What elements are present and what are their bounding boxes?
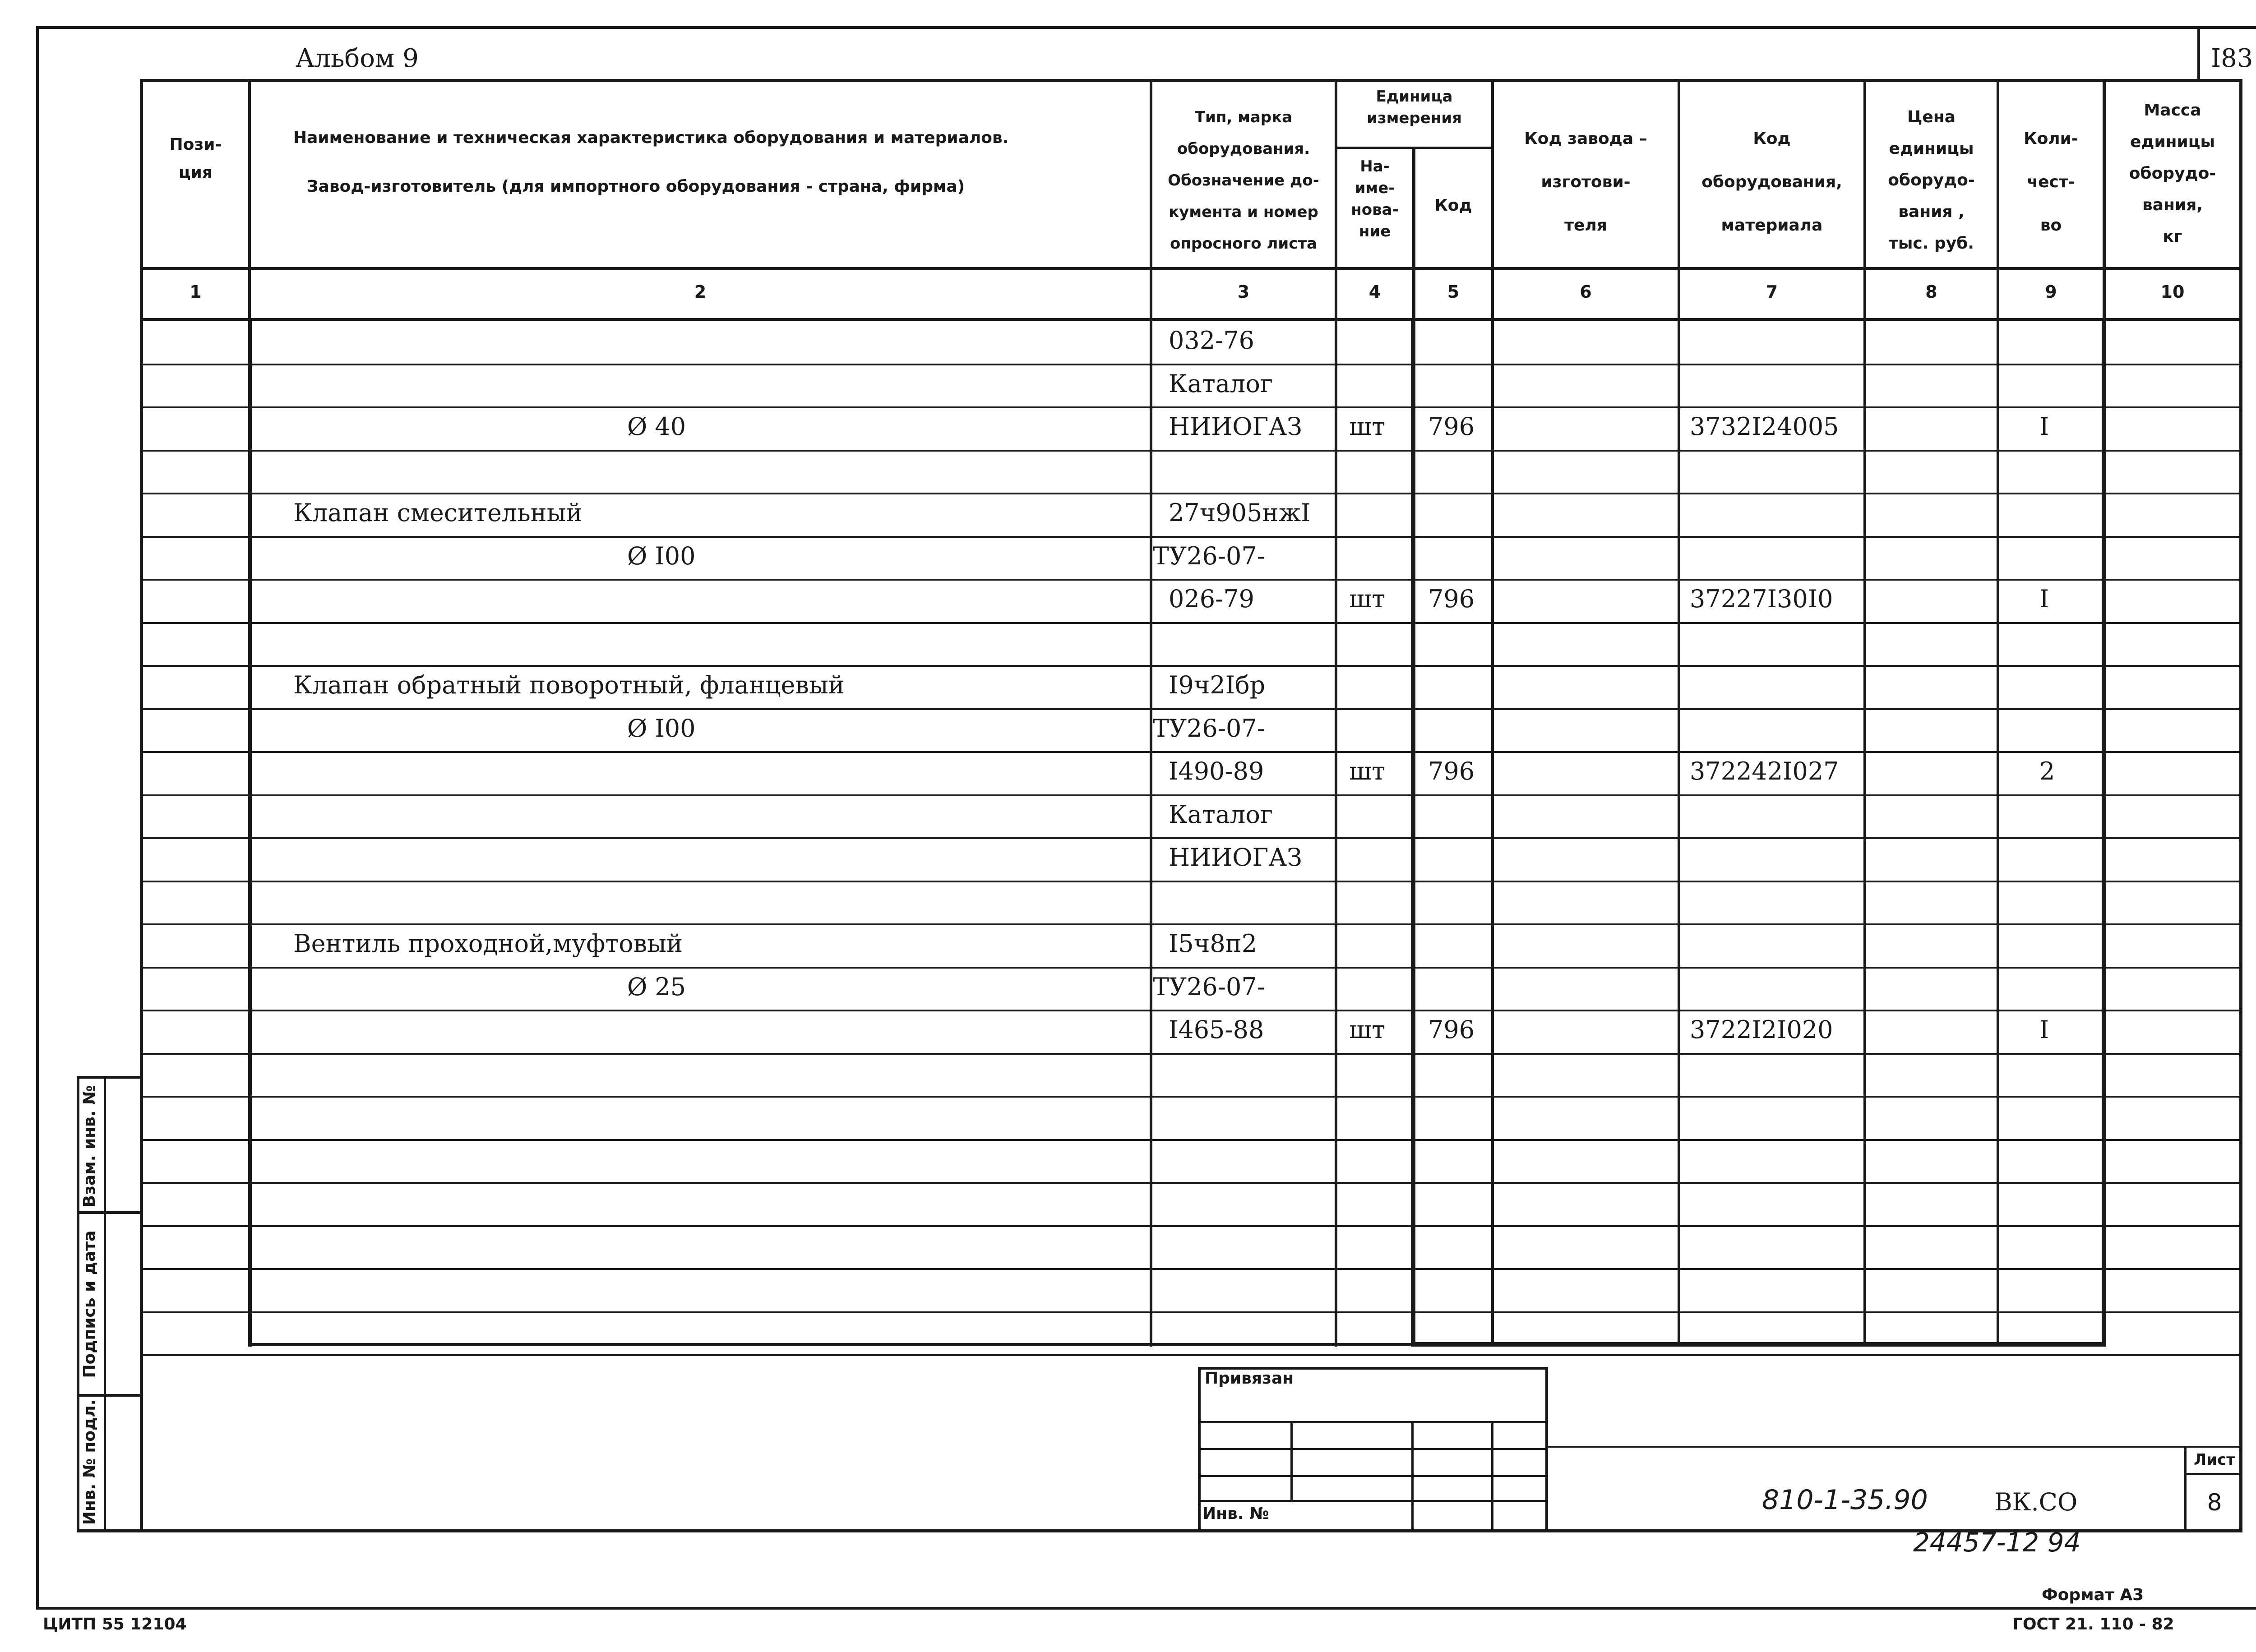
side-stamp-left: [77, 1076, 79, 1532]
row-divider: [140, 406, 2242, 408]
row-code: 796: [1428, 585, 1475, 613]
bold-block-bottom: [1411, 1342, 2106, 1347]
table-right: [2239, 79, 2242, 1532]
row-equip-code: 37227I30I0: [1690, 585, 1833, 613]
header-col10: Масса единицы оборудо- вания, кг: [2129, 101, 2216, 246]
row-qty: I: [2039, 585, 2049, 613]
footer-gost: ГОСТ 21. 110 - 82: [2012, 1615, 2174, 1634]
row-type: 026-79: [1169, 585, 1255, 613]
stamp-inv-no: Инв. №: [1202, 1504, 1269, 1523]
stamp-row-2: [1198, 1448, 1548, 1450]
row-divider: [140, 1182, 2242, 1184]
row-divider: [140, 923, 2242, 925]
row-type: Каталог: [1169, 369, 1273, 398]
row-divider: [140, 536, 2242, 538]
colnum-8: 8: [1925, 282, 1937, 302]
outer-frame-top: [36, 26, 2256, 29]
row-divider: [140, 708, 2242, 710]
table-top: [140, 79, 2242, 82]
row-unit: шт: [1349, 757, 1386, 785]
side-stamp-bottom: [77, 1529, 143, 1532]
row-type: НИИОГАЗ: [1169, 843, 1302, 872]
row-type: ТУ26-07-: [1153, 542, 1265, 570]
row-type: 032-76: [1169, 326, 1255, 355]
row-divider: [140, 1354, 2242, 1356]
row-divider: [140, 665, 2242, 667]
row-divider: [140, 364, 2242, 365]
row-divider: [140, 622, 2242, 624]
header-col6: Код завода – изготови- теля: [1524, 129, 1647, 235]
row-divider: [140, 1010, 2242, 1011]
row-name: Клапан смесительный: [293, 498, 582, 527]
bold-block-right: [2102, 318, 2106, 1347]
header-col4: На- име- нова- ние: [1351, 157, 1399, 240]
stamp-vline-1: [1290, 1421, 1293, 1502]
header-col2: Наименование и техническая характеристика оборудования и материалов. Завод-изготовитель (для импортного оборудования - страна, фирма): [293, 129, 1009, 196]
header-col5: Код: [1434, 196, 1472, 215]
side-stamp-orig-inv: Инв. № подл.: [80, 1399, 99, 1525]
header-col3: Тип, марка оборудования. Обозначение до- кумента и номер опросного листа: [1168, 108, 1319, 253]
stamp-right-top: [1545, 1446, 2242, 1448]
row-code: 796: [1428, 412, 1475, 441]
outer-frame-bottom: [36, 1607, 2256, 1610]
row-name: Ø I00: [627, 542, 696, 570]
row-name: Клапан обратный поворотный, фланцевый: [293, 671, 845, 699]
row-divider: [140, 450, 2242, 452]
body-bottom: [248, 1343, 1412, 1346]
header-col9: Коли- чест- во: [2024, 129, 2078, 235]
header-bottom: [140, 267, 2242, 270]
row-name: Ø I00: [627, 714, 696, 743]
row-type: 27ч905нжI: [1169, 498, 1311, 527]
side-stamp-signature-date: Подпись и дата: [80, 1230, 99, 1378]
bold-block-left: [1411, 318, 1415, 1347]
unit-group-divider: [1335, 147, 1494, 149]
row-name: Ø 25: [627, 973, 686, 1001]
row-type: I5ч8п2: [1169, 929, 1257, 958]
colnum-5: 5: [1447, 282, 1460, 302]
footer-left-code: ЦИТП 55 12104: [43, 1615, 187, 1634]
colnum-2: 2: [694, 282, 707, 302]
row-divider: [140, 1139, 2242, 1141]
row-qty: I: [2039, 1015, 2049, 1044]
side-stamp-replace-inv: Взам. инв. №: [80, 1085, 99, 1208]
header-unit-group: Единица измерения: [1367, 88, 1462, 127]
header-col7: Код оборудования, материала: [1701, 129, 1842, 235]
row-unit: шт: [1349, 1015, 1386, 1044]
outer-frame-left: [36, 26, 39, 1610]
row-divider: [140, 837, 2242, 839]
row-divider: [140, 881, 2242, 882]
colnum-3: 3: [1237, 282, 1250, 302]
colnum-4: 4: [1368, 282, 1381, 302]
row-divider: [140, 1096, 2242, 1098]
row-code: 796: [1428, 1015, 1475, 1044]
row-divider: [140, 1311, 2242, 1313]
footer-format: Формат А3: [2042, 1586, 2144, 1604]
row-divider: [140, 579, 2242, 581]
row-equip-code: 372242I027: [1690, 757, 1839, 785]
page-number: I83: [2211, 44, 2253, 73]
row-type: I9ч2Iбр: [1169, 671, 1266, 699]
row-unit: шт: [1349, 412, 1386, 441]
row-divider: [140, 967, 2242, 969]
header-col1: Пози- ция: [169, 135, 222, 182]
row-divider: [140, 751, 2242, 753]
row-code: 796: [1428, 757, 1475, 785]
stamp-sheet-no: 8: [2207, 1489, 2222, 1516]
row-divider: [140, 1268, 2242, 1270]
colnum-7: 7: [1766, 282, 1778, 302]
row-divider: [140, 1053, 2242, 1055]
stamp-vline-3: [1491, 1421, 1493, 1529]
colnum-1: 1: [190, 282, 202, 302]
row-type: I465-88: [1169, 1015, 1264, 1044]
stamp-row-3: [1198, 1475, 1548, 1477]
row-divider: [140, 1225, 2242, 1227]
row-type: ТУ26-07-: [1153, 973, 1265, 1001]
row-equip-code: 3722I2I020: [1690, 1015, 1833, 1044]
row-qty: I: [2039, 412, 2049, 441]
row-equip-code: 3732I24005: [1690, 412, 1839, 441]
row-unit: шт: [1349, 585, 1386, 613]
row-divider: [140, 493, 2242, 494]
row-type: Каталог: [1169, 800, 1273, 829]
row-divider: [140, 794, 2242, 796]
stamp-row-1: [1198, 1421, 1548, 1423]
album-title: Альбом 9: [296, 44, 419, 73]
row-qty: 2: [2039, 757, 2055, 785]
row-type: I490-89: [1169, 757, 1264, 785]
side-stamp-mid: [104, 1076, 106, 1532]
stamp-vline-2: [1411, 1421, 1414, 1529]
row-name: Ø 40: [627, 412, 686, 441]
page-number-box-left: [2197, 26, 2200, 81]
row-name: Вентиль проходной,муфтовый: [293, 929, 683, 958]
colnum-9: 9: [2045, 282, 2057, 302]
stamp-sheet-label: Лист: [2194, 1451, 2235, 1469]
colnum-10: 10: [2160, 282, 2185, 302]
header-col8: Цена единицы оборудо- вания , тыс. руб.: [1888, 108, 1975, 253]
table-left: [140, 79, 143, 1532]
colnum-6: 6: [1580, 282, 1592, 302]
stamp-privyazan: Привязан: [1205, 1369, 1294, 1388]
colnum-bottom: [140, 318, 2242, 321]
col-line-2b: [248, 318, 252, 1347]
stamp-doc-suffix: ВК.СО: [1994, 1488, 2078, 1516]
row-type: НИИОГАЗ: [1169, 412, 1302, 441]
row-type: ТУ26-07-: [1153, 714, 1265, 743]
stamp-handwritten-number: 24457-12 94: [1913, 1527, 2081, 1558]
stamp-doc-code: 810-1-35.90: [1762, 1484, 1928, 1516]
